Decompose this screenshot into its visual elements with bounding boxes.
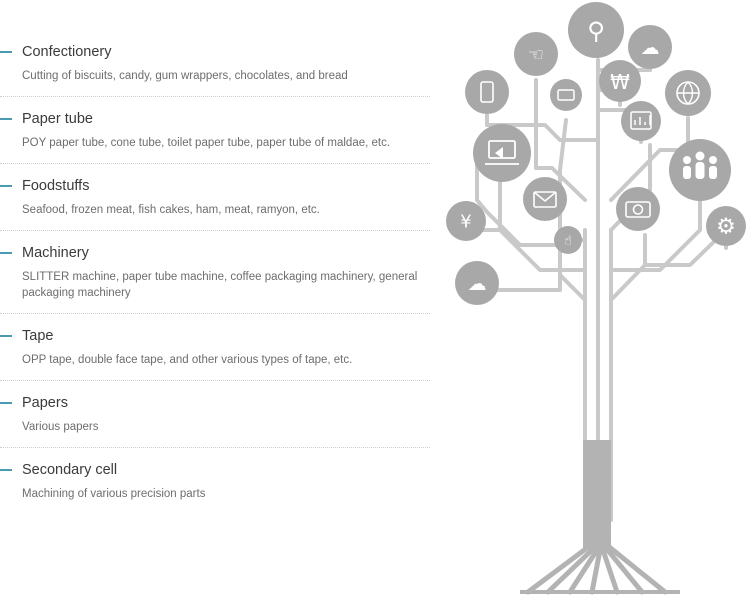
list-item xyxy=(0,380,430,447)
svg-text:☁: ☁ xyxy=(467,273,487,295)
list-item xyxy=(0,313,430,380)
item-title: Tape xyxy=(22,328,54,344)
item-title: Papers xyxy=(22,395,68,411)
item-description: SLITTER machine, paper tube machine, coffee packaging machinery, general packaging machinery xyxy=(22,271,418,299)
svg-text:¥: ¥ xyxy=(460,211,472,233)
item-description: Machining of various precision parts xyxy=(22,488,206,500)
tree-illustration xyxy=(440,0,753,609)
people-group-icon xyxy=(669,139,731,201)
list-item xyxy=(0,230,430,313)
handshake-icon xyxy=(514,32,558,76)
dash-marker-icon xyxy=(0,118,12,120)
tree-trunk xyxy=(520,440,680,594)
item-description: Seafood, frozen meat, fish cakes, ham, meat, ramyon, etc. xyxy=(22,204,320,216)
gear-icon xyxy=(706,206,746,246)
bar-chart-icon xyxy=(621,101,661,141)
item-title: Confectionery xyxy=(22,44,112,60)
item-description: POY paper tube, cone tube, toilet paper tube, paper tube of maldae, etc. xyxy=(22,137,391,149)
svg-text:☜: ☜ xyxy=(527,44,545,66)
laptop-presentation-icon xyxy=(473,124,531,182)
item-description: Various papers xyxy=(22,421,99,433)
cloud-icon xyxy=(628,25,672,69)
globe-search-icon xyxy=(568,2,624,58)
dash-marker-icon xyxy=(0,335,12,337)
list-item xyxy=(0,30,430,96)
item-description: OPP tape, double face tape, and other various types of tape, etc. xyxy=(22,354,353,366)
svg-text:₩: ₩ xyxy=(610,70,630,94)
dash-marker-icon xyxy=(0,185,12,187)
item-title: Foodstuffs xyxy=(22,178,90,194)
svg-text:⚙: ⚙ xyxy=(716,214,736,240)
list-item xyxy=(0,96,430,163)
mobile-phone-icon xyxy=(465,70,509,114)
globe-icon xyxy=(665,70,711,116)
yen-currency-icon xyxy=(446,201,486,241)
item-title: Machinery xyxy=(22,245,89,261)
hand-pointer-icon xyxy=(554,226,582,254)
svg-text:☝: ☝ xyxy=(564,233,572,249)
cloud-upload-icon xyxy=(455,261,499,305)
network-tree-graphic xyxy=(440,0,753,609)
dash-marker-icon xyxy=(0,402,12,404)
item-description: Cutting of biscuits, candy, gum wrappers, chocolates, and bread xyxy=(22,70,348,82)
dash-marker-icon xyxy=(0,469,12,471)
item-title: Secondary cell xyxy=(22,462,118,478)
dash-marker-icon xyxy=(0,252,12,254)
list-item xyxy=(0,447,430,514)
item-title: Paper tube xyxy=(22,111,93,127)
svg-text:⚲: ⚲ xyxy=(587,17,605,45)
won-currency-icon xyxy=(599,60,641,102)
mail-icon xyxy=(523,177,567,221)
dash-marker-icon xyxy=(0,51,12,53)
svg-text:☁: ☁ xyxy=(640,37,660,59)
camera-icon xyxy=(616,187,660,231)
list-item xyxy=(0,163,430,230)
money-bill-icon xyxy=(550,79,582,111)
